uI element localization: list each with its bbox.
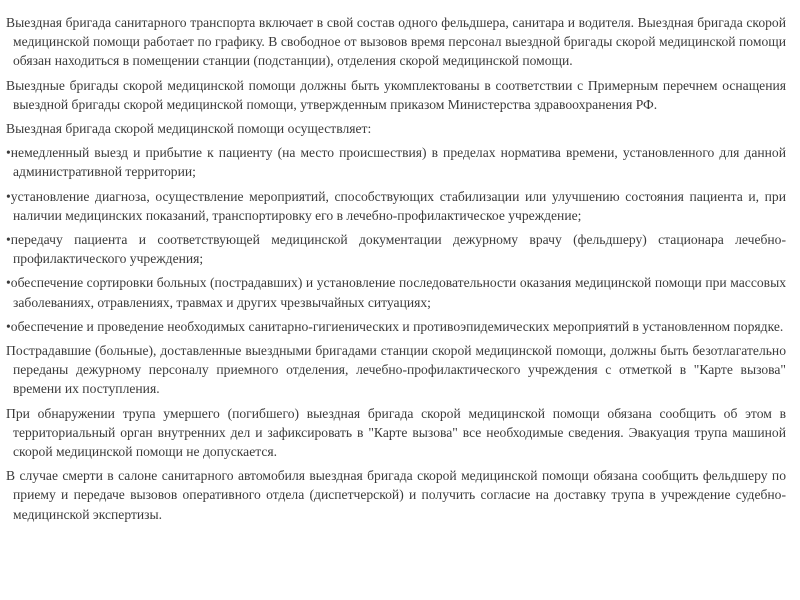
list-item: [6, 317, 786, 336]
list-item-text: обеспечение и проведение необходимых санитарно-гигиенических и противоэпидемических мероприятий в установленном порядке.: [10, 318, 784, 334]
paragraph-text: Выездная бригада скорой медицинской помощи осуществляет:: [6, 121, 372, 137]
list-item: [6, 187, 786, 225]
paragraph-text: Выездная бригада санитарного транспорта включает в свой состав одного фельдшера, санитара и водителя. Выездная бригада скорой медицинской помощи работает по графику. В свободное от вызовов время персонал выездной бригады скорой медицинской помощи обязан находиться в помещении станции (подстанции), отделения скорой медицинской помощи.: [6, 15, 786, 69]
paragraph-text: Пострадавшие (больные), доставленные выездными бригадами станции скорой медицинской помощи, должны быть безотлагательно переданы дежурному персоналу приемного отделения, лечебно-профилактического учреждения с отметкой в "Карте вызова" времени их поступления.: [6, 343, 786, 397]
paragraph-text: Выездные бригады скорой медицинской помощи должны быть укомплектованы в соответствии с Примерным перечнем оснащения выездной бригады скорой медицинской помощи, утвержденным приказом Министерства здравоохранения РФ.: [6, 77, 786, 112]
list-item: [6, 273, 786, 311]
list-item: [6, 230, 786, 268]
list-item-text: передачу пациента и соответствующей медицинской документации дежурному врачу (фельдшеру) стационара лечебно-профилактического учреждения;: [10, 232, 786, 267]
paragraph-text: При обнаружении трупа умершего (погибшего) выездная бригада скорой медицинской помощи обязана сообщить об этом в территориальный орган внутренних дел и зафиксировать в "Карте вызова" все необходимые сведения. Эвакуация трупа машиной скорой медицинской помощи не допускается.: [6, 405, 786, 460]
bullet-icon: •: [6, 318, 11, 334]
paragraph-equipment: [6, 76, 786, 114]
paragraph-corpse-discovery: [6, 404, 786, 462]
paragraph-brigade-composition: [6, 13, 786, 71]
paragraph-duties-intro: [6, 119, 786, 138]
paragraph-patient-handover: [6, 341, 786, 399]
paragraph-text: В случае смерти в салоне санитарного автомобиля выездная бригада скорой медицинской помощи обязана сообщить фельдшеру по приему и передаче вызовов оперативного отдела (диспетчерской) и получить согласие на доставку трупа в учреждение судебно-медицинской экспертизы.: [6, 468, 786, 522]
bullet-icon: •: [6, 188, 11, 204]
bullet-icon: •: [6, 232, 11, 248]
paragraph-death-in-vehicle: [6, 466, 786, 524]
bullet-icon: •: [6, 275, 11, 291]
list-item-text: обеспечение сортировки больных (пострадавших) и установление последовательности оказания медицинской помощи при массовых заболеваниях, отравлениях, травмах и других чрезвычайных ситуациях;: [10, 275, 786, 310]
bullet-icon: •: [6, 145, 11, 161]
list-item: [6, 143, 786, 181]
list-item-text: установление диагноза, осуществление мероприятий, способствующих стабилизации или улучшению состояния пациента и, при наличии медицинских показаний, транспортировку его в лечебно-профилактическое учреждение;: [10, 188, 786, 223]
list-item-text: немедленный выезд и прибытие к пациенту (на место происшествия) в пределах норматива времени, установленного для данной административной территории;: [10, 145, 786, 180]
